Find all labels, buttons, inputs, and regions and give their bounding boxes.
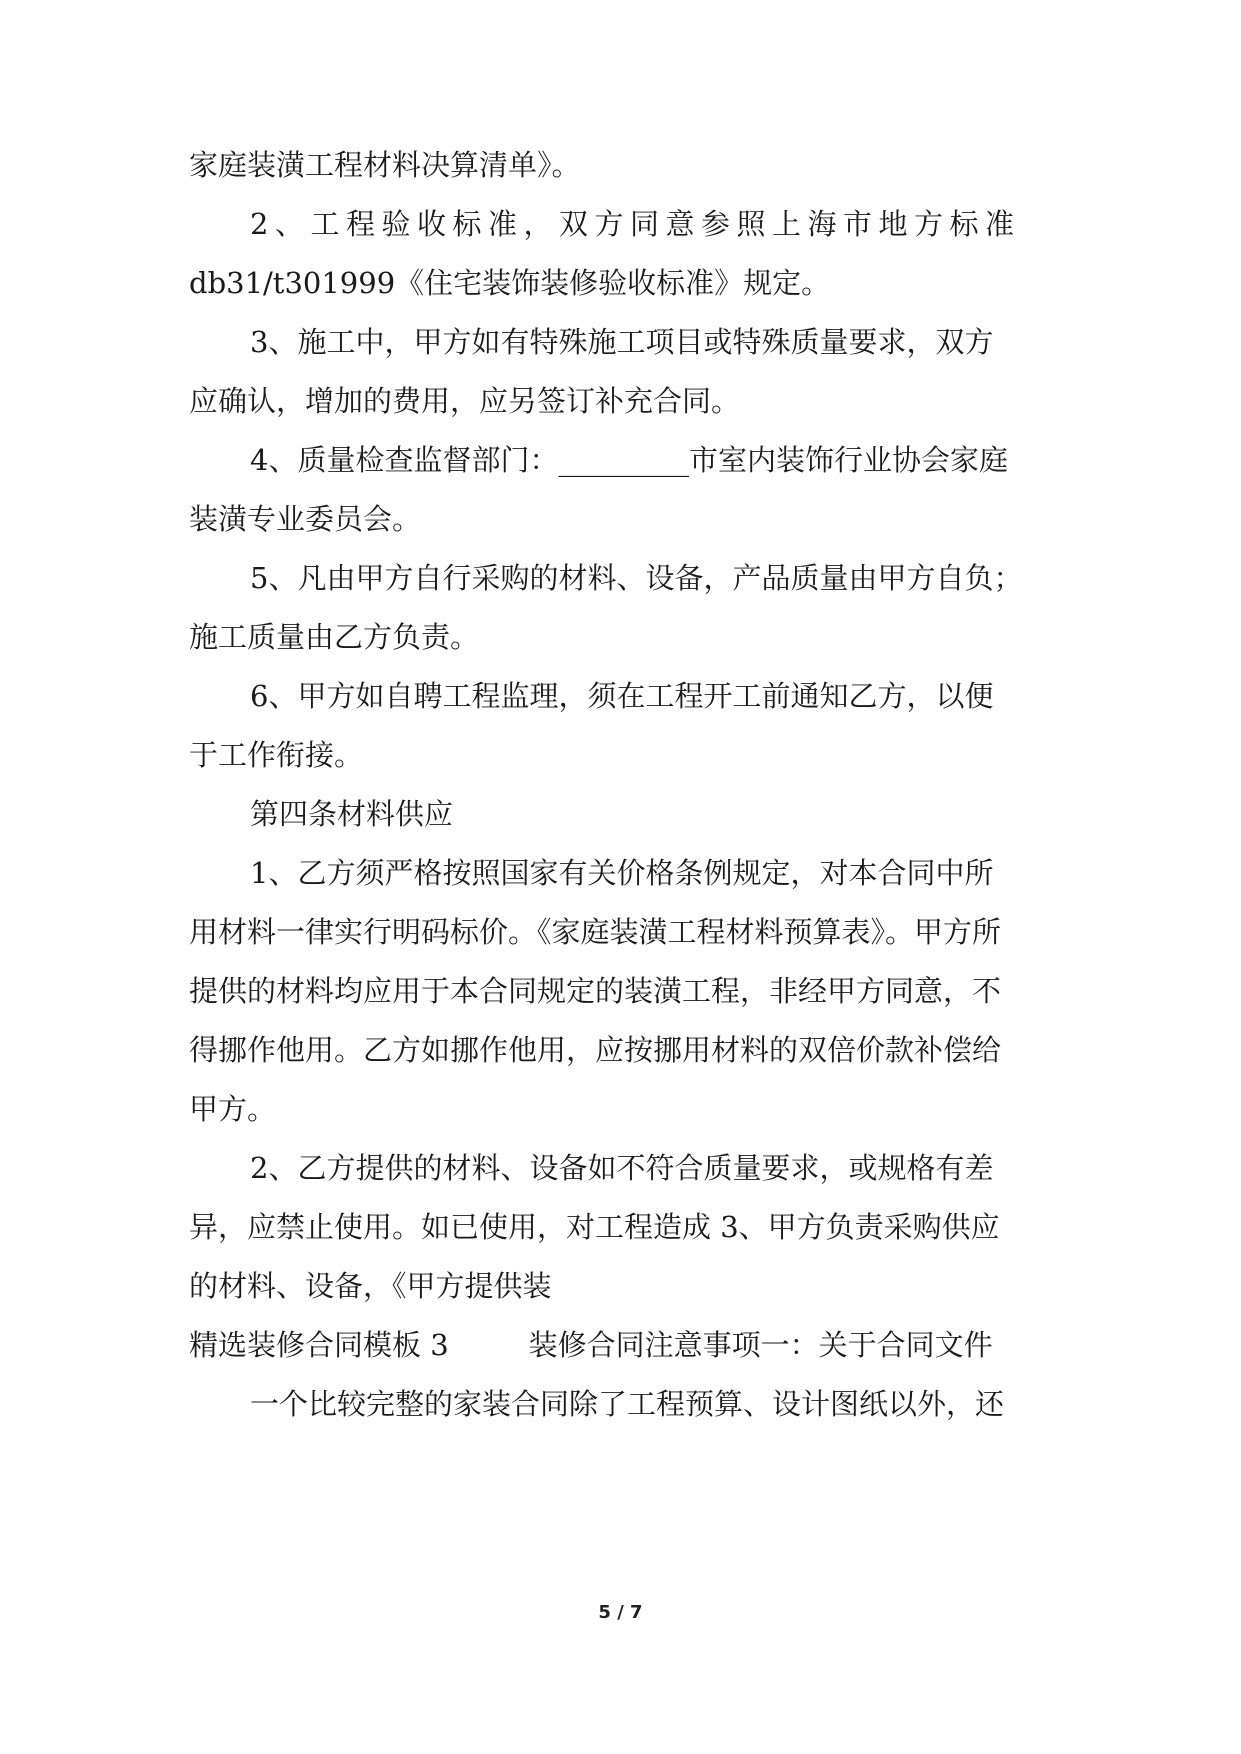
- section-heading: 第四条材料供应: [250, 797, 454, 831]
- heading-line: [189, 1325, 993, 1365]
- text-line: 1、乙方须严格按照国家有关价格条例规定，对本合同中所: [250, 856, 994, 890]
- text-line: 装潢专业委员会。: [189, 502, 422, 536]
- text-line: 用材料一律实行明码标价。《家庭装潢工程材料预算表》。甲方所: [189, 915, 1002, 949]
- notice-title: 装修合同注意事项一：关于合同文件: [528, 1328, 993, 1362]
- page-number: 5 / 7: [598, 1602, 643, 1623]
- text-line: 2、工程验收标准，双方同意参照上海市地方标准: [250, 207, 1021, 241]
- text-line: 于工作衔接。: [189, 738, 364, 772]
- text-line: db31/t301999《住宅装饰装修验收标准》规定。: [189, 266, 831, 300]
- text-line: 的材料、设备，《甲方提供装: [189, 1269, 552, 1303]
- text-line: 提供的材料均应用于本合同规定的装潢工程，非经甲方同意，不: [189, 974, 1002, 1008]
- text-line: 2、乙方提供的材料、设备如不符合质量要求，或规格有差: [250, 1151, 994, 1185]
- text-line: 施工质量由乙方负责。: [189, 620, 480, 654]
- text-line: 甲方。: [189, 1092, 277, 1126]
- text-line: 得挪作他用。乙方如挪作他用，应按挪用材料的双倍价款补偿给: [189, 1033, 1002, 1067]
- text-line: 应确认，增加的费用，应另签订补充合同。: [189, 384, 741, 418]
- template-title: 精选装修合同模板 3: [189, 1328, 449, 1362]
- text-line: 6、甲方如自聘工程监理，须在工程开工前通知乙方，以便: [250, 679, 994, 713]
- text-line: 4、质量检查监督部门：_________市室内装饰行业协会家庭: [250, 443, 1008, 477]
- text-line: 5、凡由甲方自行采购的材料、设备，产品质量由甲方自负；: [250, 561, 1023, 595]
- text-line: 家庭装潢工程材料决算清单》。: [189, 148, 581, 182]
- text-line: 3、施工中，甲方如有特殊施工项目或特殊质量要求，双方: [250, 325, 994, 359]
- text-line: 一个比较完整的家装合同除了工程预算、设计图纸以外，还: [250, 1387, 1005, 1421]
- text-line: 异，应禁止使用。如已使用，对工程造成 3、甲方负责采购供应: [189, 1210, 1000, 1244]
